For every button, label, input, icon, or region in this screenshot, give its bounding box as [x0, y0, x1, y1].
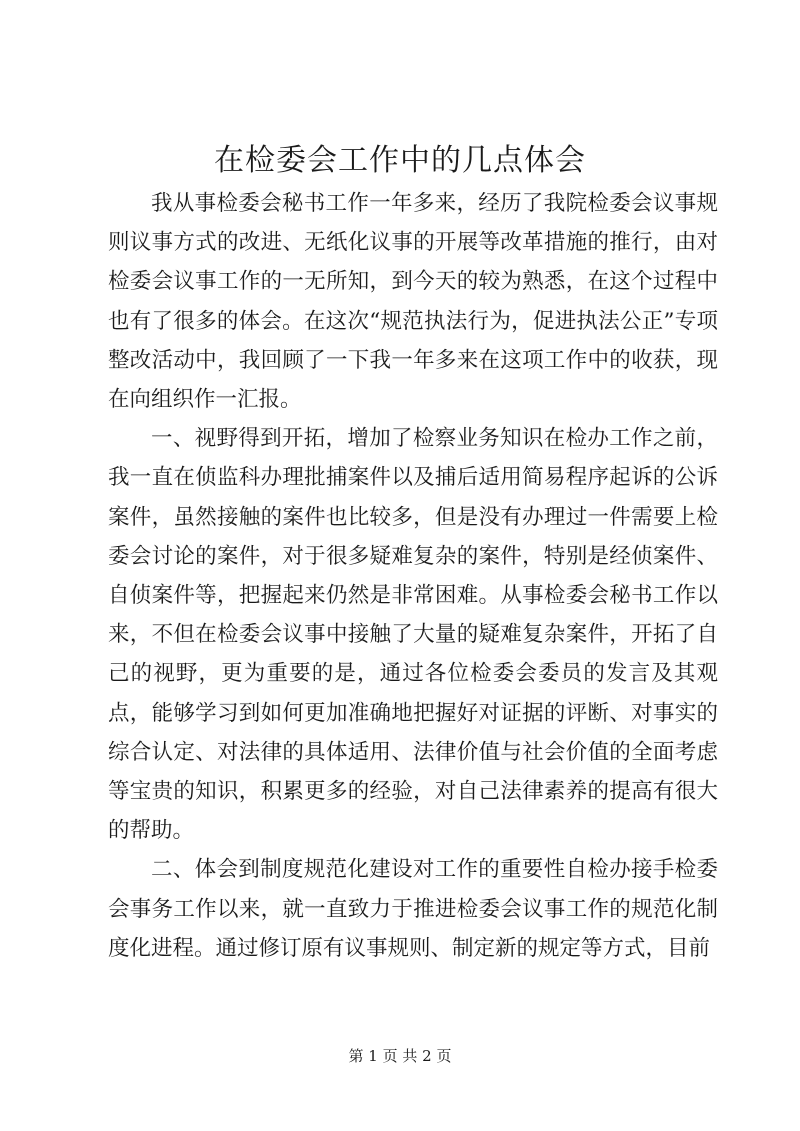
paragraph-section-two: 二、体会到制度规范化建设对工作的重要性自检办接手检委会事务工作以来，就一直致力于推进检委会议事工作的规范化制度化进程。通过修订原有议事规则、制定新的规定等方式，目前 [108, 857, 718, 961]
document-title: 在检委会工作中的几点体会 [214, 143, 586, 178]
paragraph-section-one: 一、视野得到开拓，增加了检察业务知识在检办工作之前，我一直在侦监科办理批捕案件以及捕后适用简易程序起诉的公诉案件，虽然接触的案件也比较多，但是没有办理过一件需要上检委会讨论的案件，对于很多疑难复杂的案件，特别是经侦案件、自侦案件等，把握起来仍然是非常困难。从事检委会秘书工作以来，不但在检委会议事中接触了大量的疑难复杂案件，开拓了自己的视野，更为重要的是，通过各位检委会委员的发言及其观点，能够学习到如何更加准确地把握好对证据的评断、对事实的综合认定、对法律的具体适用、法律价值与社会价值的全面考虑等宝贵的知识，积累更多的经验，对自己法律素养的提高有很大的帮助。 [108, 426, 718, 844]
page-footer: 第 1 页 共 2 页 [348, 1047, 452, 1065]
paragraph-intro: 我从事检委会秘书工作一年多来，经历了我院检委会议事规则议事方式的改进、无纸化议事的开展等改革措施的推行，由对检委会议事工作的一无所知，到今天的较为熟悉，在这个过程中也有了很多的体会。在这次“规范执法行为，促进执法公正”专项整改活动中，我回顾了一下我一年多来在这项工作中的收获，现在向组织作一汇报。 [108, 191, 718, 413]
document-body [108, 184, 718, 968]
